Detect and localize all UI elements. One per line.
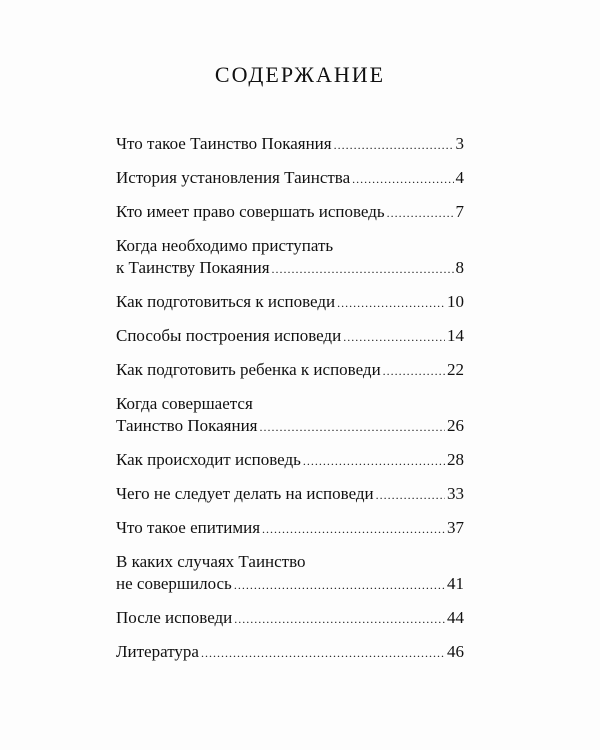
dot-leader [234,608,445,630]
toc-entry-title: Что такое епитимия [116,518,261,537]
page-title: СОДЕРЖАНИЕ [214,62,386,87]
toc-entry-title-line1: Когда совершается [116,394,253,413]
toc-entry-page: 3 [455,134,464,153]
toc-entry-page: 10 [447,292,464,311]
toc-entry[interactable] [116,551,464,596]
toc-entry-title: не совершилось [116,574,232,593]
toc-entry-title: Литература [116,642,199,661]
toc-entry-title: Как происходит исповедь [116,450,301,469]
dot-leader [383,360,445,382]
dot-leader [334,134,454,156]
dot-leader [337,292,445,314]
toc-entry[interactable] [116,393,464,438]
toc-entry-title: Кто имеет право совершать исповедь [116,202,385,221]
toc-entry[interactable] [116,291,464,314]
toc-entry-page: 7 [455,202,464,221]
toc-entry-title: Способы построения исповеди [116,326,342,345]
dot-leader [352,168,453,190]
toc-entry-title-line1: Когда необходимо приступать [116,236,334,255]
toc-entry[interactable] [116,235,464,280]
dot-leader [343,326,445,348]
toc-entry-title-line1: В каких случаях Таинство [116,552,306,571]
toc-entry[interactable] [116,359,464,382]
toc-entry[interactable] [116,449,464,472]
dot-leader [303,450,445,472]
toc-entry-title: Чего не следует делать на исповеди [116,484,374,503]
table-of-contents [116,133,464,675]
toc-entry[interactable] [116,517,464,540]
toc-entry-title: История установления Таинства [116,168,351,187]
toc-entry-page: 22 [447,360,464,379]
toc-entry-page: 44 [447,608,464,627]
toc-entry-page: 4 [455,168,464,187]
toc-entry-page: 37 [447,518,464,537]
toc-entry-title: Как подготовить ребенка к исповеди [116,360,381,379]
toc-entry-title: к Таинству Покаяния [116,258,270,277]
toc-entry-page: 46 [447,642,464,661]
dot-leader [234,574,445,596]
toc-entry-page: 26 [447,416,464,435]
toc-entry[interactable] [116,325,464,348]
toc-entry[interactable] [116,133,464,156]
toc-entry-title: Таинство Покаяния [116,416,258,435]
toc-entry[interactable] [116,201,464,224]
dot-leader [201,642,445,664]
toc-entry-page: 28 [447,450,464,469]
toc-entry-title: Что такое Таинство Покаяния [116,134,332,153]
toc-entry[interactable] [116,167,464,190]
toc-entry-page: 8 [455,258,464,277]
toc-entry-page: 14 [447,326,464,345]
toc-entry-page: 33 [447,484,464,503]
toc-entry[interactable] [116,483,464,506]
toc-entry[interactable] [116,607,464,630]
toc-entry[interactable] [116,641,464,664]
dot-leader [262,518,445,540]
dot-leader [260,416,446,438]
dot-leader [387,202,454,224]
toc-entry-title: Как подготовиться к исповеди [116,292,336,311]
toc-entry-page: 41 [447,574,464,593]
toc-entry-title: После исповеди [116,608,233,627]
dot-leader [376,484,445,506]
dot-leader [272,258,454,280]
